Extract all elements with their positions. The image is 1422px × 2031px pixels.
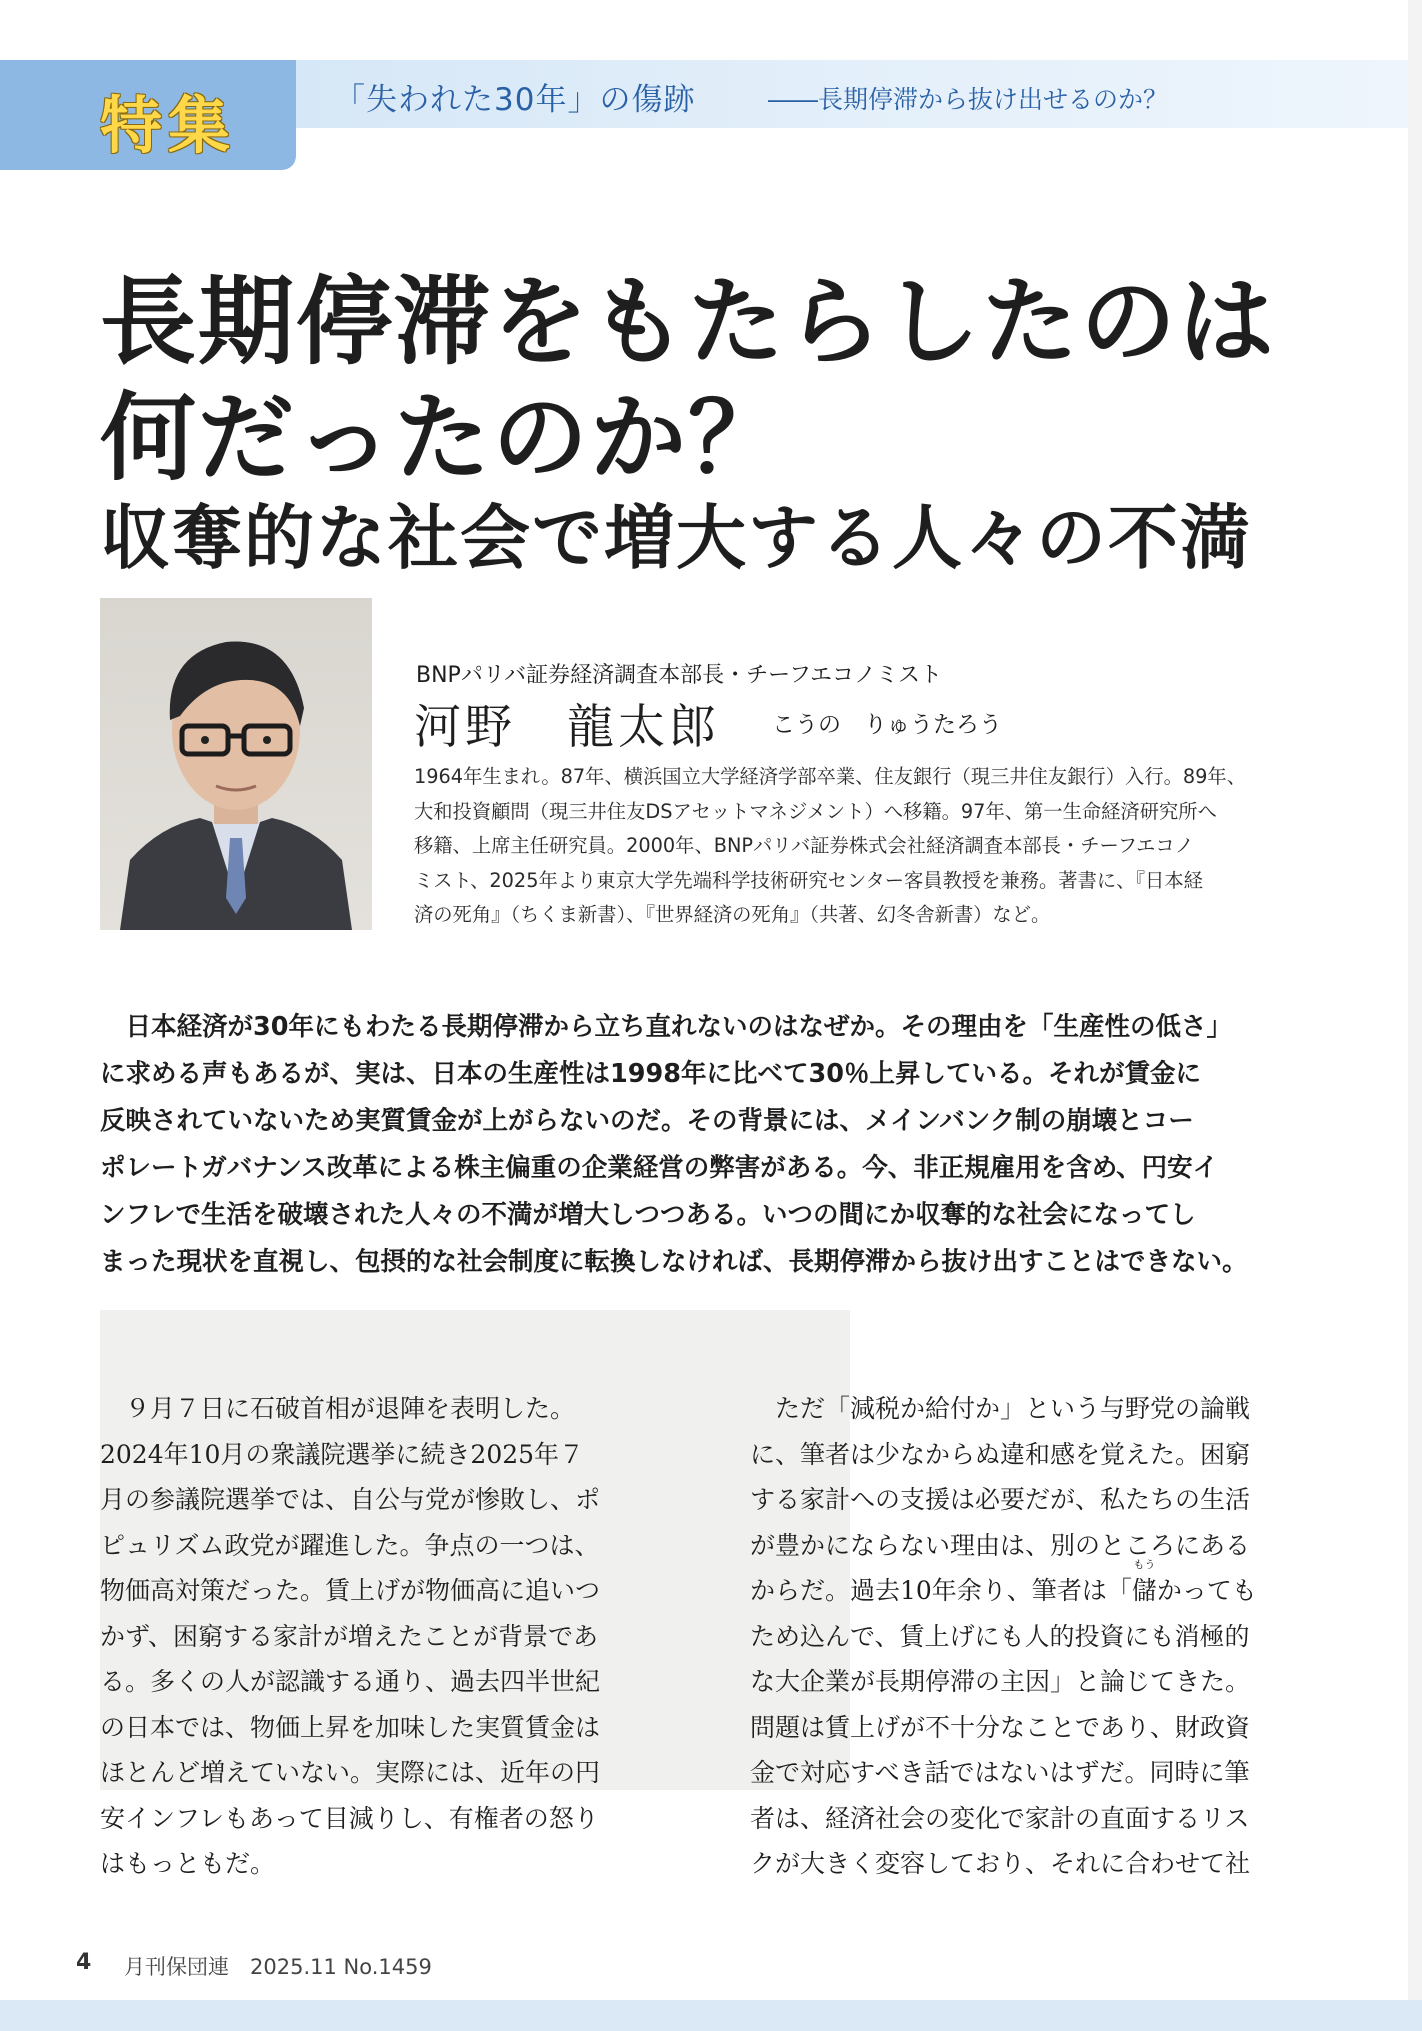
body-line: る。多くの人が認識する通り、過去四半世紀 [100, 1667, 601, 1696]
body-line-with-ruby [750, 1558, 1310, 1614]
page-number: 4 [76, 1950, 92, 1975]
body-line: な大企業が長期停滞の主因」と論じてきた。 [750, 1667, 1251, 1696]
lead-line: に求める声もあるが、実は、日本の生産性は1998年に比べて30％上昇している。それが賃金に [100, 1059, 1201, 1089]
body-column-right [750, 1386, 1310, 1887]
body-line: する家計への支援は必要だが、私たちの生活 [750, 1485, 1251, 1514]
author-name-reading: こうの りゅうたろう [772, 712, 1002, 738]
lead-line: ポレートガバナンス改革による株主偏重の企業経営の弊害がある。今、非正規雇用を含め、円安イ [100, 1153, 1219, 1183]
author-affiliation: BNPパリバ証券経済調査本部長・チーフエコノミスト [416, 663, 942, 688]
article-title-line-2: 何だったのか？ [100, 382, 786, 494]
bio-line: ミスト、2025年より東京大学先端科学技術研究センター客員教授を兼務。著書に、『日本経 [414, 868, 1203, 892]
series-subtitle: ――長期停滞から抜け出せるのか？ [768, 85, 1169, 114]
body-line: からだ。過去10年余り、筆者は「 [750, 1576, 1132, 1605]
body-line: ため込んで、賃上げにも人的投資にも消極的 [750, 1621, 1250, 1651]
body-line: ただ「減税か給付か」という与野党の論戦 [750, 1394, 1251, 1423]
lead-line: ンフレで生活を破壊された人々の不満が増大しつつある。いつの間にか収奪的な社会になってし [100, 1200, 1196, 1230]
author-photo [100, 598, 372, 930]
bio-line: 1964年生まれ。87年、横浜国立大学経済学部卒業、住友銀行（現三井住友銀行）入行。89年、 [414, 765, 1246, 788]
article-subtitle: 収奪的な社会で増大する人々の不満 [100, 497, 1252, 579]
body-line-tail: かっても [1156, 1576, 1257, 1605]
body-line: クが大きく変容しており、それに合わせて社 [750, 1849, 1251, 1878]
lead-line: まった現状を直視し、包摂的な社会制度に転換しなければ、長期停滞から抜け出すことはできない。 [100, 1247, 1248, 1277]
body-line: に、筆者は少なからぬ違和感を覚えた。困窮 [750, 1439, 1251, 1469]
bio-line: 移籍、上席主任研究員。2000年、BNPパリバ証券株式会社経済調査本部長・チーフエコノ [414, 834, 1194, 857]
body-line: 者は、経済社会の変化で家計の直面するリス [750, 1803, 1250, 1833]
body-line: 月の参議院選挙では、自公与党が惨敗し、ポ [100, 1485, 601, 1514]
body-line: ほとんど増えていない。実際には、近年の円 [100, 1758, 601, 1787]
body-line: ピュリズム政党が躍進した。争点の一つは、 [100, 1530, 600, 1560]
ruby-reading: もう [1133, 1558, 1156, 1571]
body-line: はもっともだ。 [100, 1849, 276, 1878]
author-name: 河野 龍太郎 [414, 700, 720, 755]
body-line: 金で対応すべき話ではないはずだ。同時に筆 [750, 1758, 1250, 1787]
lead-line: 反映されていないため実質賃金が上がらないのだ。その背景には、メインバンク制の崩壊とコー [100, 1106, 1194, 1136]
magazine-issue: 月刊保団連 2025.11 No.1459 [124, 1955, 432, 1979]
body-column-left [100, 1386, 660, 1887]
page-edge [1408, 0, 1422, 2031]
body-line: 2024年10月の衆議院選挙に続き2025年７ [100, 1439, 585, 1469]
bio-line: 済の死角』（ちくま新書）、『世界経済の死角』（共著、幻冬舎新書）など。 [414, 903, 1051, 926]
lead-paragraph [100, 1004, 1300, 1286]
bio-line: 大和投資顧問（現三井住友DSアセットマネジメント）へ移籍。97年、第一生命経済研究所へ [414, 799, 1217, 823]
body-line: かず、困窮する家計が増えたことが背景であ [100, 1621, 599, 1651]
footer-band [0, 2000, 1422, 2031]
body-line: が豊かにならない理由は、別のところにある [750, 1530, 1251, 1560]
body-line: の日本では、物価上昇を加味した実質賃金は [100, 1712, 601, 1742]
article-title-line-1: 長期停滞をもたらしたのは [100, 266, 1276, 378]
ruby-word [1131, 1558, 1157, 1605]
body-line: 安インフレもあって目減りし、有権者の怒り [100, 1803, 599, 1833]
ruby-base: 儲 [1131, 1576, 1157, 1605]
body-line: ９月７日に石破首相が退陣を表明した。 [100, 1394, 576, 1423]
body-line: 問題は賃上げが不十分なことであり、財政資 [750, 1712, 1251, 1742]
section-label: 特集 [100, 89, 237, 162]
author-bio [414, 760, 1294, 933]
series-title: 「失われた30年」の傷跡 [334, 82, 696, 118]
lead-line: 日本経済が30年にもわたる長期停滞から立ち直れないのはなぜか。その理由を「生産性の低さ」 [100, 1012, 1232, 1042]
body-line: 物価高対策だった。賃上げが物価高に追いつ [100, 1576, 601, 1605]
